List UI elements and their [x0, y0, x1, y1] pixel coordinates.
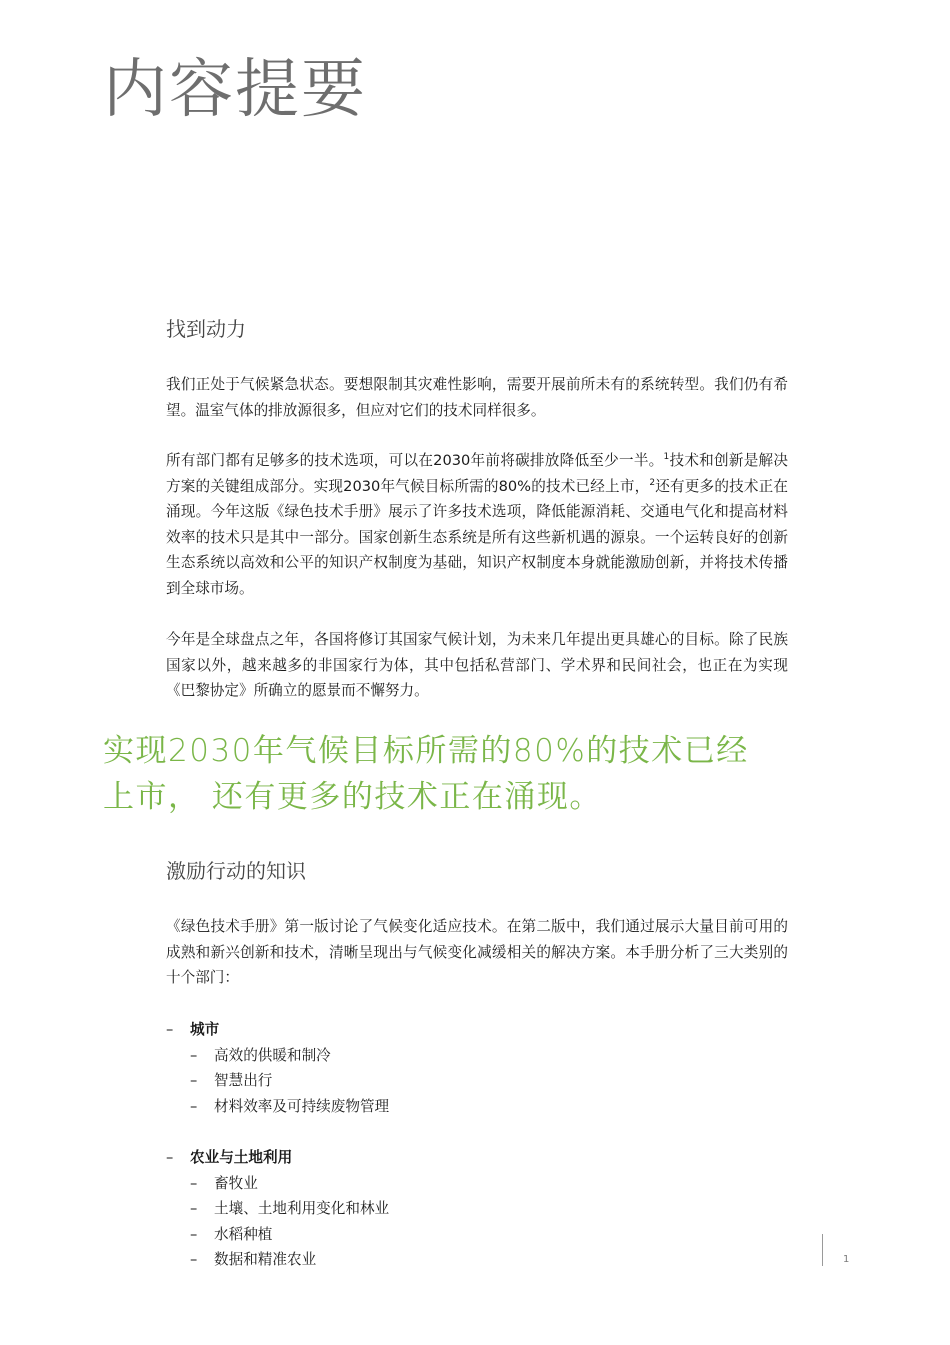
category-label: 农业与土地利用	[190, 1148, 293, 1166]
category-item	[166, 1145, 766, 1171]
page-number-divider	[822, 1234, 823, 1266]
section-heading-knowledge-for-action: 激励行动的知识	[166, 859, 306, 883]
list-item	[166, 1043, 766, 1069]
list-item	[166, 1068, 766, 1094]
list-dash: –	[166, 1021, 174, 1038]
list-dash: –	[190, 1251, 198, 1269]
pull-quote-line: 实现2030年气候目标所需的80%的技术已经	[103, 733, 749, 769]
list-dash: –	[190, 1225, 198, 1243]
list-dash: –	[166, 1148, 174, 1166]
list-item-label: 水稻种植	[214, 1225, 273, 1243]
paragraph-climate-emergency: 我们正处于气候紧急状态。要想限制其灾难性影响，需要开展前所未有的系统转型。我们仍有希望。温室气体的排放源很多，但应对它们的技术同样很多。	[166, 376, 788, 419]
page-number: 1	[843, 1254, 850, 1265]
list-item-label: 土壤、土地利用变化和林业	[214, 1200, 390, 1218]
list-item	[166, 1196, 766, 1222]
list-item	[166, 1171, 766, 1197]
paragraph-text: 技术和创新是解决方案的关键组成部分。实现2030年气候目标所需的80%的技术已经上市，	[166, 452, 788, 495]
page-title: 内容提要	[103, 53, 367, 127]
list-dash: –	[190, 1046, 198, 1064]
sector-list	[166, 1017, 766, 1273]
list-item-label: 材料效率及可持续废物管理	[214, 1097, 390, 1115]
paragraph-global-stocktake: 今年是全球盘点之年，各国将修订其国家气候计划，为未来几年提出更具雄心的目标。除了民族国家以外，越来越多的非国家行为体，其中包括私营部门、学术界和民间社会，也正在为实现《巴黎协定》所确立的愿景而不懈努力。	[166, 631, 788, 699]
list-dash: –	[190, 1097, 198, 1115]
list-dash: –	[190, 1174, 198, 1192]
paragraph-technology-options	[166, 448, 788, 601]
paragraph-handbook-intro: 《绿色技术手册》第一版讨论了气候变化适应技术。在第二版中，我们通过展示大量目前可用的成熟和新兴创新和技术，清晰呈现出与气候变化减缓相关的解决方案。本手册分析了三大类别的十个部门：	[166, 918, 788, 986]
list-item	[166, 1094, 766, 1120]
footnote-ref-2[interactable]: 2	[649, 477, 656, 488]
list-item	[166, 1222, 766, 1248]
pull-quote	[103, 728, 803, 820]
pull-quote-line: 上市， 还有更多的技术正在涌现。	[103, 779, 602, 815]
list-item-label: 畜牧业	[214, 1174, 258, 1192]
list-item-label: 高效的供暖和制冷	[214, 1046, 331, 1064]
list-spacer	[166, 1119, 766, 1145]
section-heading-finding-momentum: 找到动力	[166, 317, 246, 341]
list-item	[166, 1247, 766, 1273]
category-label: 城市	[190, 1021, 220, 1038]
list-item-label: 数据和精准农业	[214, 1251, 317, 1269]
list-dash: –	[190, 1200, 198, 1218]
list-dash: –	[190, 1072, 198, 1090]
paragraph-text: 所有部门都有足够多的技术选项，可以在2030年前将碳排放降低至少一半。	[166, 452, 664, 469]
list-item-label: 智慧出行	[214, 1072, 273, 1090]
paragraph-text: 还有更多的技术正在涌现。今年这版《绿色技术手册》展示了许多技术选项，降低能源消耗、交通电气化和提高材料效率的技术只是其中一部分。国家创新生态系统是所有这些新机遇的源泉。一个运转良好的创新生态系统以高效和公平的知识产权制度为基础，知识产权制度本身就能激励创新，并将技术传播到全球市场。	[166, 477, 788, 597]
category-item	[166, 1017, 766, 1043]
footnote-ref-1[interactable]: 1	[663, 452, 670, 463]
